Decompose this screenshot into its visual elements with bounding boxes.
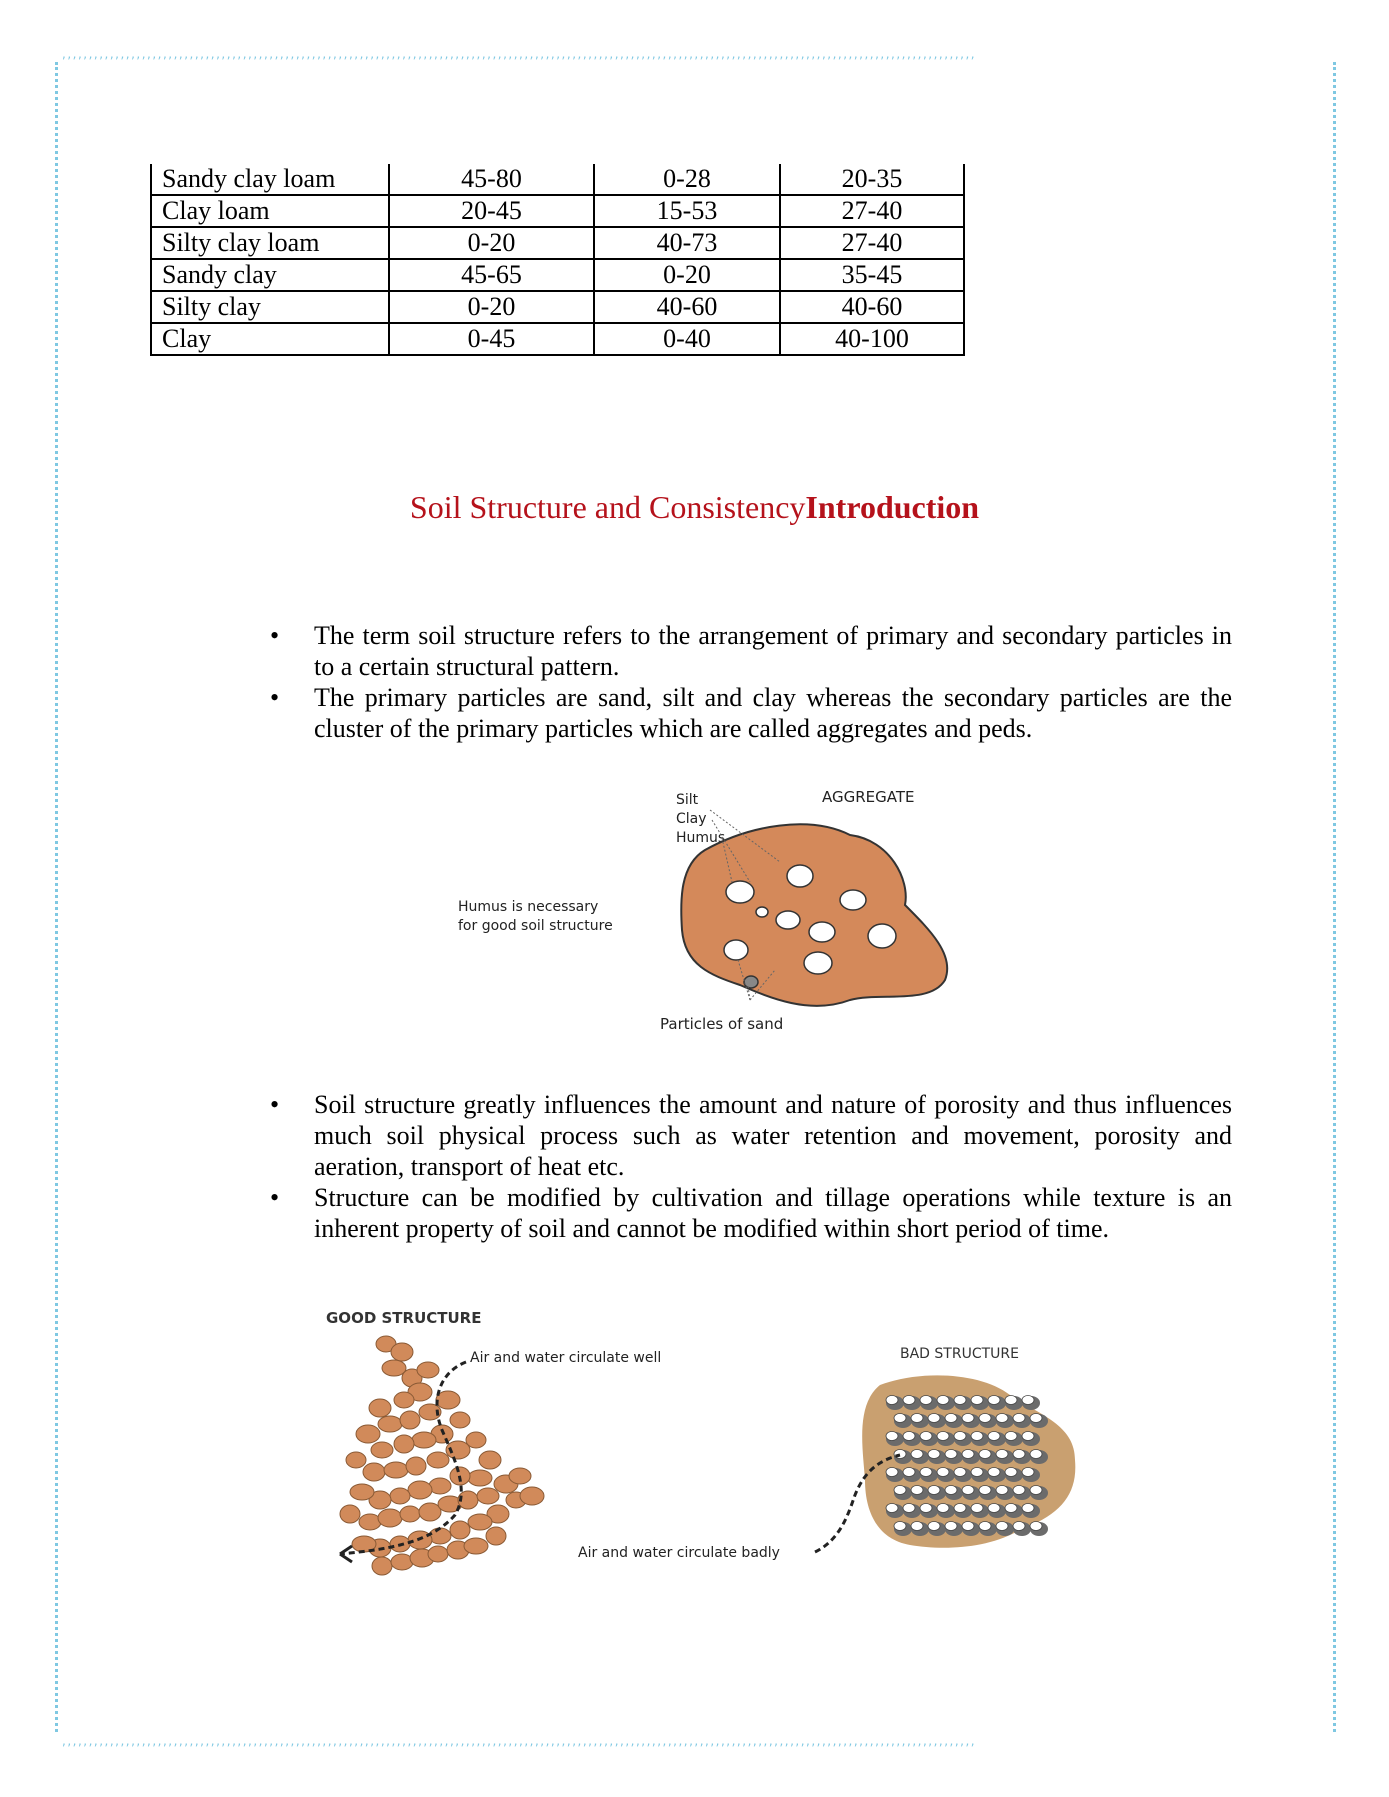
bullet-text: The term soil structure refers to the arrangement of primary and secondary particles in to a certain structural pattern. — [314, 621, 1232, 681]
sand-particle — [971, 1504, 983, 1513]
aggregate-label-clay: Clay — [676, 811, 707, 827]
soil-clump — [346, 1452, 366, 1468]
sand-particle — [954, 1396, 966, 1405]
table-cell-value: 40-73 — [594, 227, 780, 259]
sand-particle — [911, 1522, 923, 1531]
aggregate-note-line1: Humus is necessary — [458, 899, 599, 915]
table-cell-value: 40-60 — [780, 291, 964, 323]
sand-particle — [756, 907, 768, 917]
sand-particle — [979, 1450, 991, 1459]
aggregate-label-humus: Humus — [676, 830, 726, 846]
good-structure-title: GOOD STRUCTURE — [326, 1309, 482, 1327]
table-row — [151, 195, 964, 227]
sand-particle — [988, 1396, 1000, 1405]
sand-particle — [937, 1396, 949, 1405]
sand-particle — [928, 1414, 940, 1423]
heading-main: Soil Structure and Consistency — [409, 489, 806, 525]
bullet-dot-icon: • — [270, 683, 280, 712]
sand-particle — [928, 1486, 940, 1495]
sand-particle — [726, 881, 754, 903]
bullet-item — [262, 1182, 1232, 1244]
soil-clump — [427, 1452, 449, 1468]
bad-structure-note: Air and water circulate badly — [578, 1545, 780, 1561]
soil-clump — [464, 1538, 488, 1554]
sand-particle — [954, 1504, 966, 1513]
table-cell-value: 0-20 — [389, 291, 594, 323]
sand-particle — [928, 1522, 940, 1531]
sand-particle — [971, 1468, 983, 1477]
sand-particle — [787, 865, 813, 887]
sand-particle — [996, 1486, 1008, 1495]
soil-clump — [372, 1557, 392, 1575]
soil-clump — [400, 1411, 420, 1429]
soil-texture-table — [150, 164, 965, 356]
soil-clump — [417, 1362, 439, 1378]
sand-particle — [886, 1432, 898, 1441]
soil-clump — [450, 1521, 470, 1539]
sand-particle — [724, 940, 748, 960]
sand-particle — [1005, 1468, 1017, 1477]
section-heading — [0, 489, 1389, 526]
sand-particle — [1030, 1450, 1042, 1459]
sand-particle — [911, 1414, 923, 1423]
sand-particle — [920, 1468, 932, 1477]
sand-particle — [1013, 1486, 1025, 1495]
table-cell-value: 40-100 — [780, 323, 964, 355]
table-cell-value: 40-60 — [594, 291, 780, 323]
sand-particle — [1013, 1522, 1025, 1531]
sand-particle — [988, 1504, 1000, 1513]
table-cell-texture-class: Clay loam — [151, 195, 389, 227]
table-cell-texture-class: Sandy clay loam — [151, 164, 389, 195]
sand-particle — [996, 1414, 1008, 1423]
bullet-text: Soil structure greatly influences the amount and nature of porosity and thus influences much soil physical process such as water retention and movement, porosity and aeration, transport of heat etc. — [314, 1090, 1232, 1181]
soil-clump — [400, 1506, 420, 1522]
soil-clump — [369, 1399, 391, 1417]
aggregate-title: AGGREGATE — [822, 788, 915, 806]
good-structure-aggregates — [340, 1336, 544, 1575]
bullet-dot-icon: • — [270, 621, 280, 650]
soil-clump — [520, 1487, 544, 1505]
soil-clump — [363, 1463, 385, 1481]
sand-particle — [1022, 1468, 1034, 1477]
heading-bold: Introduction — [805, 489, 980, 525]
structure-figure — [320, 1300, 1080, 1610]
table-cell-texture-class: Sandy clay — [151, 259, 389, 291]
sand-particle — [928, 1450, 940, 1459]
sand-particle — [920, 1504, 932, 1513]
aggregate-figure — [450, 780, 970, 1042]
sand-particle — [1005, 1504, 1017, 1513]
sand-particle — [962, 1486, 974, 1495]
sand-particle — [804, 952, 832, 974]
soil-clump — [394, 1435, 414, 1453]
soil-clump — [371, 1442, 393, 1458]
sand-particle — [996, 1450, 1008, 1459]
table-row — [151, 259, 964, 291]
soil-clump — [468, 1470, 492, 1486]
sand-particle — [945, 1522, 957, 1531]
table-cell-value: 45-80 — [389, 164, 594, 195]
soil-clump — [450, 1412, 470, 1428]
soil-clump — [412, 1432, 436, 1448]
sand-particle — [886, 1396, 898, 1405]
sand-particle — [1022, 1432, 1034, 1441]
table-row — [151, 323, 964, 355]
bullet-list-intro — [262, 620, 1232, 744]
table-row — [151, 164, 964, 195]
sand-particle — [962, 1414, 974, 1423]
soil-clump — [419, 1503, 441, 1521]
sand-particle — [744, 976, 758, 988]
table-cell-value: 35-45 — [780, 259, 964, 291]
sand-particle — [1005, 1396, 1017, 1405]
sand-particle — [937, 1504, 949, 1513]
sand-particle — [809, 922, 835, 942]
bullet-text: The primary particles are sand, silt and clay whereas the secondary particles are the cluster of the primary particles which are called aggregates and peds. — [314, 683, 1232, 743]
table-cell-texture-class: Silty clay — [151, 291, 389, 323]
table-cell-value: 0-20 — [389, 227, 594, 259]
soil-clump — [408, 1481, 432, 1499]
sand-particle — [911, 1486, 923, 1495]
table-cell-value: 0-40 — [594, 323, 780, 355]
table-cell-value: 27-40 — [780, 227, 964, 259]
sand-particle — [911, 1450, 923, 1459]
sand-particle — [945, 1450, 957, 1459]
sand-particle — [886, 1504, 898, 1513]
bullet-item — [262, 1089, 1232, 1182]
soil-clump — [378, 1509, 402, 1527]
soil-clump — [350, 1484, 374, 1500]
soil-clump — [477, 1488, 499, 1504]
sand-particle — [903, 1468, 915, 1477]
bullet-dot-icon: • — [270, 1090, 280, 1119]
sand-particle — [776, 911, 800, 929]
table-cell-texture-class: Silty clay loam — [151, 227, 389, 259]
sand-particle — [903, 1504, 915, 1513]
soil-clump — [340, 1505, 360, 1523]
sand-particle — [1013, 1414, 1025, 1423]
table-row — [151, 227, 964, 259]
sand-particle — [1022, 1396, 1034, 1405]
sand-particle — [894, 1522, 906, 1531]
table-cell-value: 20-45 — [389, 195, 594, 227]
table-row — [151, 291, 964, 323]
aggregate-blob — [681, 824, 947, 1006]
sand-particle — [1022, 1504, 1034, 1513]
sand-particle — [920, 1432, 932, 1441]
sand-particle — [894, 1486, 906, 1495]
sand-particle — [979, 1486, 991, 1495]
bullet-text: Structure can be modified by cultivation and tillage operations while texture is an inherent property of soil and cannot be modified within short period of time. — [314, 1183, 1232, 1243]
sand-particle — [903, 1396, 915, 1405]
table-cell-value: 0-45 — [389, 323, 594, 355]
table-cell-value: 20-35 — [780, 164, 964, 195]
sand-particle — [1005, 1432, 1017, 1441]
table-cell-value: 45-65 — [389, 259, 594, 291]
table-cell-value: 15-53 — [594, 195, 780, 227]
table-cell-value: 0-20 — [594, 259, 780, 291]
soil-clump — [468, 1514, 492, 1530]
soil-clump — [428, 1546, 448, 1562]
soil-clump — [356, 1425, 380, 1443]
sand-particle — [894, 1414, 906, 1423]
bullet-dot-icon: • — [270, 1183, 280, 1212]
aggregate-bottom-label: Particles of sand — [660, 1015, 784, 1033]
table-cell-texture-class: Clay — [151, 323, 389, 355]
soil-clump — [509, 1468, 531, 1484]
soil-clump — [378, 1416, 402, 1432]
soil-clump — [479, 1451, 501, 1469]
bad-structure-title: BAD STRUCTURE — [900, 1346, 1019, 1362]
sand-particle — [937, 1468, 949, 1477]
sand-particle — [979, 1414, 991, 1423]
soil-clump — [394, 1392, 414, 1408]
sand-particle — [945, 1414, 957, 1423]
sand-particle — [937, 1432, 949, 1441]
soil-clump — [466, 1432, 486, 1448]
sand-particle — [868, 924, 896, 948]
soil-clump — [486, 1527, 506, 1545]
sand-particle — [1030, 1486, 1042, 1495]
sand-particle — [954, 1432, 966, 1441]
soil-clump — [382, 1360, 406, 1376]
page-border-bottom: ,,,,,,,,,,,,,,,,,,,,,,,,,,,,,,,,,,,,,,,,,,,,,,,,,,,,,,,,,,,,,,,,,,,,,,,,,,,,,,,,,,,,,,,,,,,,,,,,,,,,,,,,,,,,,,,,,,,,,,,,,,,,,,,,,,,,,,,,,,,,,,,,,,,,,,,,,,,,,,,,,,,,,,,,,,,, — [62, 1735, 977, 1747]
sand-particle — [1013, 1450, 1025, 1459]
sand-particle — [962, 1450, 974, 1459]
sand-particle — [1030, 1522, 1042, 1531]
soil-clump — [384, 1462, 408, 1478]
sand-particle — [962, 1522, 974, 1531]
aggregate-note-line2: for good soil structure — [458, 918, 613, 934]
table-cell-value: 27-40 — [780, 195, 964, 227]
sand-particle — [920, 1396, 932, 1405]
sand-particle — [886, 1468, 898, 1477]
soil-clump — [390, 1488, 410, 1504]
sand-particle — [971, 1432, 983, 1441]
sand-particle — [996, 1522, 1008, 1531]
good-structure-note: Air and water circulate well — [470, 1350, 662, 1366]
sand-particle — [979, 1522, 991, 1531]
table-cell-value: 0-28 — [594, 164, 780, 195]
sand-particle — [840, 890, 866, 910]
sand-particle — [988, 1468, 1000, 1477]
sand-particle — [1030, 1414, 1042, 1423]
bullet-item — [262, 682, 1232, 744]
page-border-left — [55, 62, 58, 1732]
bullet-item — [262, 620, 1232, 682]
sand-particle — [954, 1468, 966, 1477]
sand-particle — [903, 1432, 915, 1441]
sand-particle — [971, 1396, 983, 1405]
sand-particle — [945, 1486, 957, 1495]
aggregate-label-silt: Silt — [676, 792, 699, 808]
soil-clump — [406, 1457, 426, 1475]
soil-clump — [391, 1343, 413, 1361]
sand-particle — [988, 1432, 1000, 1441]
page-border-right — [1333, 62, 1336, 1732]
bullet-list-structure — [262, 1089, 1232, 1244]
page-border-top: ,,,,,,,,,,,,,,,,,,,,,,,,,,,,,,,,,,,,,,,,,,,,,,,,,,,,,,,,,,,,,,,,,,,,,,,,,,,,,,,,,,,,,,,,,,,,,,,,,,,,,,,,,,,,,,,,,,,,,,,,,,,,,,,,,,,,,,,,,,,,,,,,,,,,,,,,,,,,,,,,,,,,,,,,,,,, — [62, 48, 977, 60]
